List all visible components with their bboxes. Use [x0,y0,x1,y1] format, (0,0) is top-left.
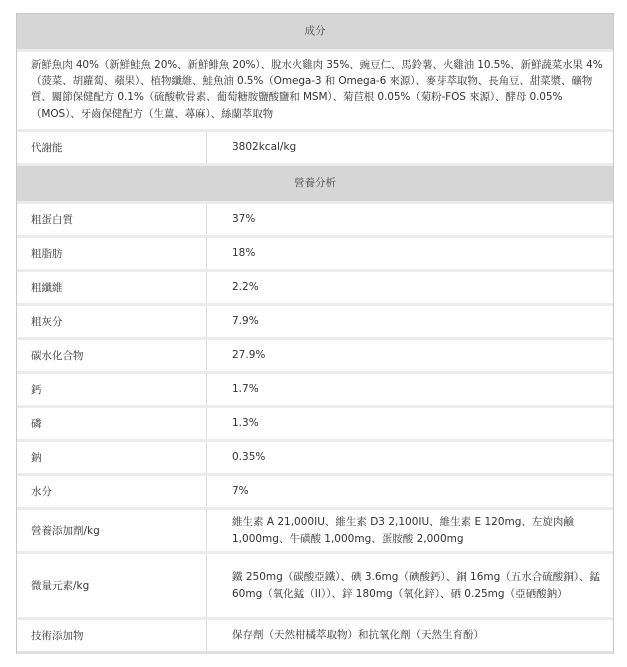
row-label: 微量元素/kg [17,554,207,617]
nutrition-table [16,13,614,654]
analysis-row-fat [17,238,613,272]
energy-row [17,132,613,166]
analysis-row-nutritional-additives [17,510,613,554]
row-label: 磷 [17,408,207,439]
row-value: 18% [232,247,256,260]
row-value: 保存劑（天然柑橘萃取物）和抗氧化劑（天然生育酚） [232,629,484,642]
analysis-row-trace-elements [17,554,613,620]
row-label: 粗灰分 [17,306,207,337]
analysis-header: 營養分析 [17,166,613,204]
analysis-row-carbohydrate [17,340,613,374]
row-value: 1.3% [232,417,259,430]
row-value: 0.35% [232,451,266,464]
energy-value: 3802kcal/kg [232,141,297,154]
row-label: 粗蛋白質 [17,204,207,235]
row-label: 鈣 [17,374,207,405]
analysis-row-protein [17,204,613,238]
row-value: 7% [232,485,249,498]
row-label: 水分 [17,476,207,507]
row-value: 27.9% [232,349,266,362]
row-label: 鈉 [17,442,207,473]
analysis-row-technological-additives [17,620,613,654]
analysis-row-ash [17,306,613,340]
analysis-row-fiber [17,272,613,306]
ingredients-header: 成分 [17,14,613,52]
analysis-row-calcium [17,374,613,408]
row-value: 7.9% [232,315,259,328]
row-label: 營養添加劑/kg [17,510,207,551]
row-label: 碳水化合物 [17,340,207,371]
row-value: 37% [232,213,256,226]
analysis-row-moisture [17,476,613,510]
row-label: 粗纖維 [17,272,207,303]
row-value: 1.7% [232,383,259,396]
analysis-row-phosphorus [17,408,613,442]
row-label: 技術添加物 [17,620,207,651]
analysis-row-sodium [17,442,613,476]
row-label: 粗脂肪 [17,238,207,269]
row-value: 2.2% [232,281,259,294]
energy-label: 代謝能 [17,132,207,163]
row-value: 鐵 250mg（碳酸亞鐵）、碘 3.6mg（碘酸鈣）、銅 16mg（五水合硫酸銅）、錳 60mg（氧化錳（II））、鋅 180mg（氧化鋅）、硒 0.25mg（亞硒酸鈉） [232,571,601,600]
ingredients-text: 新鮮魚肉 40%（新鮮鮭魚 20%、新鮮鯡魚 20%）、脫水火雞肉 35%、豌豆仁、馬鈴薯、火雞油 10.5%、新鮮蔬菜水果 4%（菠菜、胡蘿蔔、蘋果）、植物纖維、鮭魚油 0.5%（Omega-3 和 Omega-6 來源）、麥芽萃取物、長角豆、甜菜漿、礦物質、關節保健配方 0.1%（硫酸軟骨素、葡萄糖胺鹽酸鹽和 MSM）、菊苣根 0.05%（菊粉-FOS 來源）、酵母 0.05%（MOS）、牙齒保健配方（生薑、蕁麻）、絲蘭萃取物 [17,52,613,132]
row-value: 維生素 A 21,000IU、維生素 D3 2,100IU、維生素 E 120mg、左旋肉鹼 1,000mg、牛磺酸 1,000mg、蛋胺酸 2,000mg [232,516,574,545]
